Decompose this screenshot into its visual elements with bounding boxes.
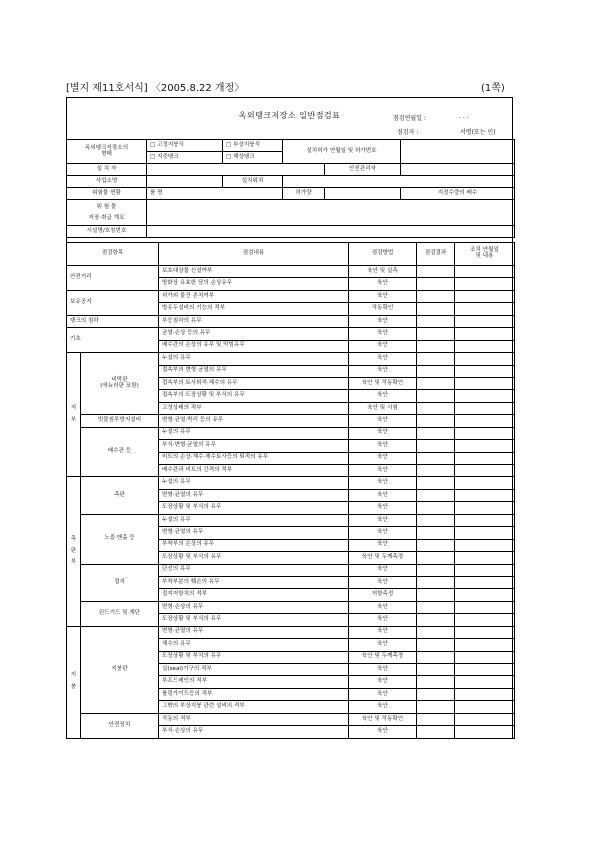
table-header-row <box>67 243 515 266</box>
check-method: 육안 <box>349 452 417 464</box>
check-result[interactable] <box>417 502 455 514</box>
check-method: 육안 <box>349 328 417 340</box>
table-row <box>67 415 515 427</box>
action-taken[interactable] <box>455 701 515 713</box>
check-result[interactable] <box>417 452 455 464</box>
section-label: 접지 <box>81 564 159 601</box>
action-taken[interactable] <box>455 328 515 340</box>
check-item: 배수관의 손상의 유무 및 막힘유무 <box>159 340 349 352</box>
check-method: 육안 <box>349 315 417 327</box>
check-item: 부등침하의 유무 <box>159 315 349 327</box>
check-item: 방화상 유효한 담의 손상유무 <box>159 278 349 290</box>
action-taken[interactable] <box>455 539 515 551</box>
action-taken[interactable] <box>455 440 515 452</box>
section-label: 노즐·맨홀 등 <box>81 514 159 564</box>
opt-floating-roof[interactable]: □ 부상지붕식 <box>223 140 283 152</box>
check-method: 육안 <box>349 278 417 290</box>
table-row <box>67 315 515 327</box>
action-taken[interactable] <box>455 278 515 290</box>
inspector-label: 점검자 : <box>397 129 419 136</box>
check-result[interactable] <box>417 726 455 738</box>
table-row <box>67 427 515 439</box>
check-result[interactable] <box>417 290 455 302</box>
item-label: 품 명 <box>147 188 283 200</box>
check-result[interactable] <box>417 377 455 389</box>
check-method: 육안 <box>349 614 417 626</box>
section-label: 비막판 (애뉴러판 포함) <box>81 353 159 415</box>
location-label: 설치위치 <box>223 176 283 188</box>
part-label-bottom: 지 부 <box>67 353 81 477</box>
section-label: 측판 <box>81 477 159 514</box>
check-item: 부식·변형·균열의 유무 <box>159 440 349 452</box>
site-name-label: 사업소명 <box>67 176 147 188</box>
check-result[interactable] <box>417 527 455 539</box>
action-taken[interactable] <box>455 514 515 526</box>
permitted-qty-label: 허가량 <box>283 188 325 200</box>
header-result: 점검결과 <box>417 243 455 266</box>
section-label: 윈드거드 및 계단 <box>81 601 159 626</box>
section-label: 탱크의 침하 <box>67 315 159 327</box>
check-result[interactable] <box>417 589 455 601</box>
table-row <box>67 328 515 340</box>
check-item: 접속부의 도장상황 및 부식의 유무 <box>159 390 349 402</box>
check-method: 육안 <box>349 601 417 613</box>
check-result[interactable] <box>417 477 455 489</box>
check-item: 부착부의 손상의 유무 <box>159 539 349 551</box>
check-result[interactable] <box>417 315 455 327</box>
check-item: 누설의 유무 <box>159 477 349 489</box>
section-label: 안전장치 <box>81 713 159 738</box>
facility-type-label <box>67 140 147 164</box>
check-result[interactable] <box>417 328 455 340</box>
check-method: 육안 <box>349 626 417 638</box>
check-item: 작동의 적부 <box>159 713 349 725</box>
check-method: 육안 <box>349 440 417 452</box>
location-value[interactable] <box>283 176 515 188</box>
check-item: 실(seal)기구의 적부 <box>159 664 349 676</box>
action-taken[interactable] <box>455 415 515 427</box>
installer-value[interactable] <box>147 164 325 176</box>
check-result[interactable] <box>417 713 455 725</box>
check-item: 도장상황 및 부식의 유무 <box>159 502 349 514</box>
action-taken[interactable] <box>455 713 515 725</box>
check-result[interactable] <box>417 340 455 352</box>
check-item: 도장상황 및 부식의 유무 <box>159 552 349 564</box>
check-result[interactable] <box>417 390 455 402</box>
check-method: 육안 및 두께측정 <box>349 552 417 564</box>
check-result[interactable] <box>417 576 455 588</box>
section-label: 배수관 등 <box>81 427 159 477</box>
check-item: 단선의 유무 <box>159 564 349 576</box>
check-method: 육안 <box>349 502 417 514</box>
check-item: 누설의 유무 <box>159 427 349 439</box>
table-row <box>67 564 515 576</box>
permit-label: 설치허가 연월일 및 허가번호 <box>283 140 401 164</box>
check-result[interactable] <box>417 266 455 278</box>
check-method: 육안 <box>349 527 417 539</box>
check-item: 접지저항치의 적부 <box>159 589 349 601</box>
table-row <box>67 477 515 489</box>
action-taken[interactable] <box>455 452 515 464</box>
check-result[interactable] <box>417 539 455 551</box>
table-row <box>67 514 515 526</box>
action-taken[interactable] <box>455 552 515 564</box>
check-result[interactable] <box>417 676 455 688</box>
opt-above-tank[interactable]: □ 지중탱크 <box>147 152 223 164</box>
table-row <box>67 353 515 365</box>
safety-manager-value[interactable] <box>401 164 515 176</box>
check-result[interactable] <box>417 365 455 377</box>
part-label-roof: 지 붕 <box>67 626 81 738</box>
check-item: 변형·손상의 유무 <box>159 601 349 613</box>
check-item: 루프드레인의 적부 <box>159 676 349 688</box>
date-value[interactable]: . . . <box>459 113 469 120</box>
table-row <box>67 713 515 725</box>
header-action: 조치 연월일 및 내용 <box>455 243 515 266</box>
action-taken[interactable] <box>455 266 515 278</box>
site-name-value[interactable] <box>147 176 223 188</box>
check-item: 변형·균열의 유무 <box>159 489 349 501</box>
date-label: 점검연월일 : <box>393 115 426 122</box>
action-taken[interactable] <box>455 688 515 700</box>
check-method: 저항측정 <box>349 589 417 601</box>
section-label: 안전거리 <box>67 266 159 291</box>
facility-info-table <box>66 139 515 238</box>
phone-value[interactable] <box>147 226 515 238</box>
check-result[interactable] <box>417 639 455 651</box>
inspection-form <box>66 97 513 739</box>
action-taken[interactable] <box>455 390 515 402</box>
header-method: 점검방법 <box>349 243 417 266</box>
header-item: 점검항목 <box>67 243 159 266</box>
hazmat-storage-value[interactable] <box>147 200 515 226</box>
check-result[interactable] <box>417 601 455 613</box>
check-item: 방유두설비의 기능의 적부 <box>159 303 349 315</box>
action-taken[interactable] <box>455 726 515 738</box>
inspection-table <box>66 242 515 739</box>
check-item: 고정상태의 적부 <box>159 402 349 414</box>
check-method: 육안 <box>349 514 417 526</box>
check-result[interactable] <box>417 564 455 576</box>
check-item: 부식·손상의 유무 <box>159 726 349 738</box>
check-result[interactable] <box>417 353 455 365</box>
check-method: 육안 <box>349 564 417 576</box>
check-item: 부착부분의 훼손의 유무 <box>159 576 349 588</box>
check-result[interactable] <box>417 626 455 638</box>
check-item: 변형·균열의 유무 <box>159 626 349 638</box>
action-taken[interactable] <box>455 664 515 676</box>
table-row <box>67 266 515 278</box>
check-method: 육안 <box>349 664 417 676</box>
action-taken[interactable] <box>455 576 515 588</box>
check-item: 도장상황 및 부식의 유무 <box>159 651 349 663</box>
section-label: 빗물침투방지설비 <box>81 415 159 427</box>
form-title: 옥외탱크저장소 일반점검표 <box>238 111 341 120</box>
action-taken[interactable] <box>455 639 515 651</box>
action-taken[interactable] <box>455 427 515 439</box>
section-label: 지붕판 <box>81 626 159 713</box>
safety-manager-label: 안전관리자 <box>325 164 401 176</box>
check-method: 육안 <box>349 639 417 651</box>
check-result[interactable] <box>417 415 455 427</box>
table-row <box>67 601 515 613</box>
form-number-label: [별지 제11호서식] 〈2005.8.22 개정〉 <box>66 83 245 94</box>
check-method: 육안 <box>349 477 417 489</box>
action-taken[interactable] <box>455 489 515 501</box>
action-taken[interactable] <box>455 676 515 688</box>
action-taken[interactable] <box>455 290 515 302</box>
check-method: 육안 및 두께측정 <box>349 651 417 663</box>
action-taken[interactable] <box>455 502 515 514</box>
check-method: 육안 <box>349 688 417 700</box>
action-taken[interactable] <box>455 353 515 365</box>
check-method: 육안 <box>349 390 417 402</box>
opt-fixed-roof[interactable]: □ 고정지붕식 <box>147 140 223 152</box>
action-taken[interactable] <box>455 614 515 626</box>
opt-marine-tank[interactable]: □ 해상탱크 <box>223 152 283 164</box>
action-taken[interactable] <box>455 340 515 352</box>
check-method: 육안 <box>349 576 417 588</box>
action-taken[interactable] <box>455 651 515 663</box>
action-taken[interactable] <box>455 365 515 377</box>
check-method: 육안 <box>349 465 417 477</box>
table-row <box>67 290 515 302</box>
check-method: 육안 <box>349 365 417 377</box>
check-method: 육안 및 작동확인 <box>349 713 417 725</box>
check-result[interactable] <box>417 303 455 315</box>
check-method: 육안 및 시험 <box>349 402 417 414</box>
check-result[interactable] <box>417 614 455 626</box>
check-result[interactable] <box>417 440 455 452</box>
action-taken[interactable] <box>455 527 515 539</box>
action-taken[interactable] <box>455 564 515 576</box>
check-item: 변형·균열의 유무 <box>159 527 349 539</box>
check-result[interactable] <box>417 664 455 676</box>
check-item: 비트의 손상·체수·체수토사등의 퇴적의 유무 <box>159 452 349 464</box>
check-method: 육안 및 실측 <box>349 266 417 278</box>
check-item: 보호대상물 신설여부 <box>159 266 349 278</box>
action-taken[interactable] <box>455 589 515 601</box>
check-item: 허가외 물건 존치여부 <box>159 290 349 302</box>
check-method: 육안 <box>349 539 417 551</box>
check-result[interactable] <box>417 552 455 564</box>
check-result[interactable] <box>417 465 455 477</box>
check-result[interactable] <box>417 427 455 439</box>
check-method: 육안 <box>349 340 417 352</box>
action-taken[interactable] <box>455 626 515 638</box>
check-method: 작동확인 <box>349 303 417 315</box>
check-method: 육안 <box>349 701 417 713</box>
check-item: 접속부의 변형·균열의 유무 <box>159 365 349 377</box>
check-item: 균열·손상 등의 유무 <box>159 328 349 340</box>
hazmat-storage-text: 위 험 물 저장·취급 개요 <box>88 203 125 221</box>
check-item: 도장상황 및 부식의 유무 <box>159 614 349 626</box>
check-method: 육안 <box>349 353 417 365</box>
action-taken[interactable] <box>455 315 515 327</box>
check-method: 육안 <box>349 726 417 738</box>
check-method: 육안 <box>349 427 417 439</box>
section-label: 보유공지 <box>67 290 159 315</box>
page-number-label: (1쪽) <box>481 83 505 94</box>
action-taken[interactable] <box>455 477 515 489</box>
part-label-side: 측 판 부 <box>67 477 81 626</box>
permitted-qty-value[interactable] <box>325 188 401 200</box>
inspector-sign-label[interactable]: 서명(또는 인) <box>460 129 496 136</box>
check-item: 롤링가이드등의 적부 <box>159 688 349 700</box>
hazard-label: 위험물 현황 <box>67 188 147 200</box>
action-taken[interactable] <box>455 402 515 414</box>
check-result[interactable] <box>417 701 455 713</box>
multiple-label: 지정수량의 배수 <box>401 188 515 200</box>
check-item: 체수의 유무 <box>159 639 349 651</box>
table-row <box>67 626 515 638</box>
facility-type-text: 옥외탱크저장소의 형태 <box>84 144 129 157</box>
section-label: 기초 <box>67 328 159 353</box>
header-content: 점검내용 <box>159 243 349 266</box>
check-item: 그밖의 부상지붕 관련 설비의 적부 <box>159 701 349 713</box>
check-method: 육안 및 작동확인 <box>349 377 417 389</box>
check-item: 배수관과 비트의 간격의 적부 <box>159 465 349 477</box>
installer-label: 설 치 자 <box>67 164 147 176</box>
check-result[interactable] <box>417 489 455 501</box>
check-item: 변형·균열·박리 등의 유무 <box>159 415 349 427</box>
phone-label: 시설명/호칭번호 <box>67 226 147 238</box>
action-taken[interactable] <box>455 465 515 477</box>
action-taken[interactable] <box>455 377 515 389</box>
check-method: 육안 <box>349 290 417 302</box>
check-result[interactable] <box>417 688 455 700</box>
hazmat-storage-label <box>67 200 147 226</box>
permit-value[interactable] <box>401 140 515 164</box>
check-result[interactable] <box>417 514 455 526</box>
check-result[interactable] <box>417 651 455 663</box>
check-item: 접속부의 토사퇴적·체수의 유무 <box>159 377 349 389</box>
action-taken[interactable] <box>455 303 515 315</box>
check-item: 누설의 유무 <box>159 353 349 365</box>
check-result[interactable] <box>417 278 455 290</box>
check-method: 육안 <box>349 489 417 501</box>
action-taken[interactable] <box>455 601 515 613</box>
check-result[interactable] <box>417 402 455 414</box>
check-item: 누설의 유무 <box>159 514 349 526</box>
check-method: 육안 <box>349 415 417 427</box>
check-method: 육안 <box>349 676 417 688</box>
